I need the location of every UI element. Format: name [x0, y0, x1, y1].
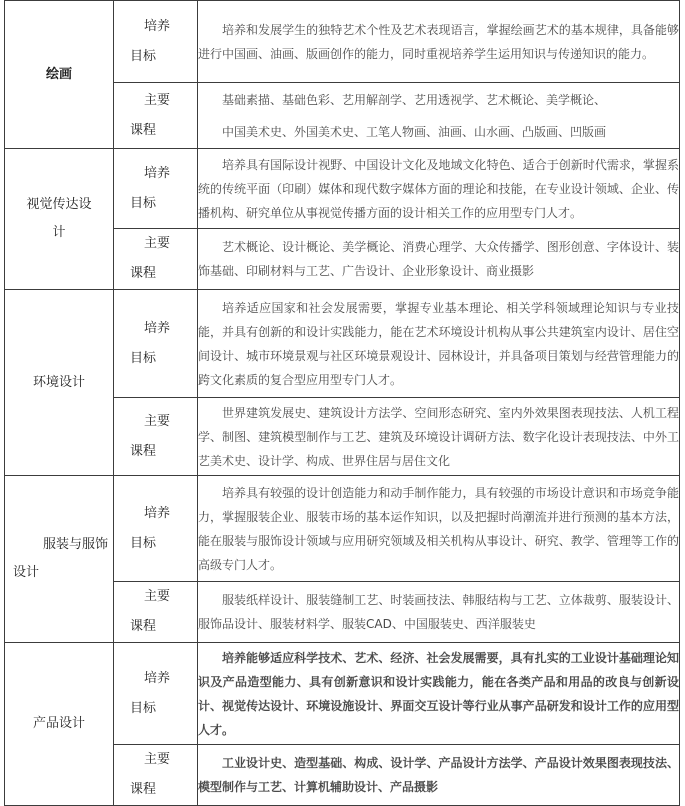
table-row — [5, 476, 680, 582]
major-name: 产品设计 — [32, 716, 85, 731]
course-label-line2: 课程 — [130, 122, 157, 138]
course-label-line2: 课程 — [130, 266, 157, 281]
goal-text-cell — [198, 290, 680, 398]
course-text-cell — [198, 582, 680, 643]
course-label-line1: 主要 — [144, 589, 171, 604]
course-text-line2: 中国美术史、外国美术史、工笔人物画、油画、山水画、凸版画、凹版画 — [222, 124, 607, 139]
goal-label-line2: 目标 — [130, 350, 157, 366]
course-text-cell — [198, 83, 680, 149]
goal-label-line1: 培养 — [144, 505, 171, 521]
goal-text: 培养适应国家和社会发展需要，掌握专业基本理论、相关学科领域理论知识与专业技能，并具有创新的和设计实践能力，能在艺术环境设计机构从事公共建筑室内设计、居住空间设计、城市环境景观与社区环境景观设计、园林设计，并具备项目策划与经营管理能力的跨文化素质的复合型应用型专门人才。 — [198, 300, 679, 387]
course-label-line2: 课程 — [130, 782, 157, 797]
course-text-cell — [198, 229, 680, 290]
goal-text: 培养能够适应科学技术、艺术、经济、社会发展需要，具有扎实的工业设计基础理论知识及产品造型能力、具有创新意识和设计实践能力，能在各类产品和用品的改良与创新设计、视觉传达设计、环境设施设计、界面交互设计等行业从事产品研发和设计工作的应用型人才。 — [198, 650, 679, 737]
goal-label-line1: 培养 — [144, 165, 171, 181]
goal-text: 培养具有较强的设计创造能力和动手制作能力，具有较强的市场设计意识和市场竞争能力，掌握服装企业、服装市场的基本运作知识，以及把握时尚潮流并进行预测的基本方法，能在服装与服饰设计领域与应用研究领域及相关机构从事设计、研究、教学、管理等工作的高级专门人才。 — [198, 485, 679, 572]
goal-label-line2: 目标 — [130, 48, 157, 64]
course-label-cell — [114, 582, 198, 643]
major-name-cell — [5, 290, 114, 476]
course-text: 世界建筑发展史、建筑设计方法学、空间形态研究、室内外效果图表现技法、人机工程学、制图、建筑模型制作与工艺、建筑及环境设计调研方法、数字化设计表现技法、中外工艺美术史、设计学、构成、世界住居与居住文化 — [198, 405, 679, 468]
course-text-cell — [198, 398, 680, 476]
course-label-line1: 主要 — [144, 92, 171, 108]
goal-text-cell — [198, 476, 680, 582]
goal-label-line2: 目标 — [130, 535, 157, 551]
course-text: 服装纸样设计、服装缝制工艺、时装画技法、韩服结构与工艺、立体裁剪、服装设计、服饰品设计、服装材料学、服装CAD、中国服装史、西洋服装史 — [198, 593, 679, 631]
course-text-cell — [198, 745, 680, 806]
goal-label-line2: 目标 — [130, 195, 157, 211]
course-label-line1: 主要 — [144, 752, 171, 767]
goal-text: 培养和发展学生的独特艺术个性及艺术表现语言，掌握绘画艺术的基本规律，具备能够进行中国画、油画、版画创作的能力，同时重视培养学生运用知识与传递知识的能力。 — [198, 22, 679, 61]
course-label-line1: 主要 — [144, 236, 171, 251]
course-label-cell — [114, 745, 198, 806]
course-text-line1: 基础素描、基础色彩、艺用解剖学、艺用透视学、艺术概论、美学概论、 — [222, 92, 607, 107]
table-row — [5, 643, 680, 745]
major-name-cell — [5, 149, 114, 290]
course-label-line2: 课程 — [130, 443, 157, 459]
goal-label-cell — [114, 643, 198, 745]
goal-label-cell — [114, 1, 198, 83]
goal-label-line2: 目标 — [130, 700, 157, 716]
major-name-cell — [5, 476, 114, 643]
goal-label-cell — [114, 476, 198, 582]
course-label-line2: 课程 — [130, 619, 157, 634]
goal-text-cell — [198, 643, 680, 745]
course-label-cell — [114, 398, 198, 476]
major-name-line2: 计 — [52, 225, 66, 240]
goal-text: 培养具有国际设计视野、中国设计文化及地域文化特色、适合于创新时代需求，掌握系统的传统平面（印刷）媒体和现代数字媒体方面的理论和技能，在专业设计领域、企业、传播机构、研究单位从事视觉传播方面的设计相关工作的应用型专门人才。 — [198, 157, 679, 220]
course-text: 艺术概论、设计概论、美学概论、消费心理学、大众传播学、图形创意、字体设计、装饰基础、印刷材料与工艺、广告设计、企业形象设计、商业摄影 — [198, 240, 679, 278]
table-row — [5, 290, 680, 398]
major-name-cell — [5, 1, 114, 149]
goal-label-line1: 培养 — [144, 670, 171, 686]
major-name-line1: 服装与服饰 — [43, 537, 109, 552]
table-row — [5, 149, 680, 229]
table-row — [5, 1, 680, 83]
major-name: 环境设计 — [32, 374, 85, 390]
curriculum-table — [4, 0, 680, 806]
course-label-cell — [114, 229, 198, 290]
goal-label-line1: 培养 — [144, 18, 171, 34]
major-name-cell — [5, 643, 114, 806]
goal-text-cell — [198, 1, 680, 83]
goal-label-line1: 培养 — [144, 320, 171, 336]
course-label-line1: 主要 — [144, 413, 171, 429]
goal-text-cell — [198, 149, 680, 229]
course-text: 工业设计史、造型基础、构成、设计学、产品设计方法学、产品设计效果图表现技法、模型制作与工艺、计算机辅助设计、产品摄影 — [198, 756, 679, 794]
course-label-cell — [114, 83, 198, 149]
major-name: 绘画 — [45, 66, 72, 82]
major-name-line2: 设计 — [13, 565, 40, 580]
goal-label-cell — [114, 149, 198, 229]
major-name-line1: 视觉传达设 — [26, 197, 92, 212]
goal-label-cell — [114, 290, 198, 398]
